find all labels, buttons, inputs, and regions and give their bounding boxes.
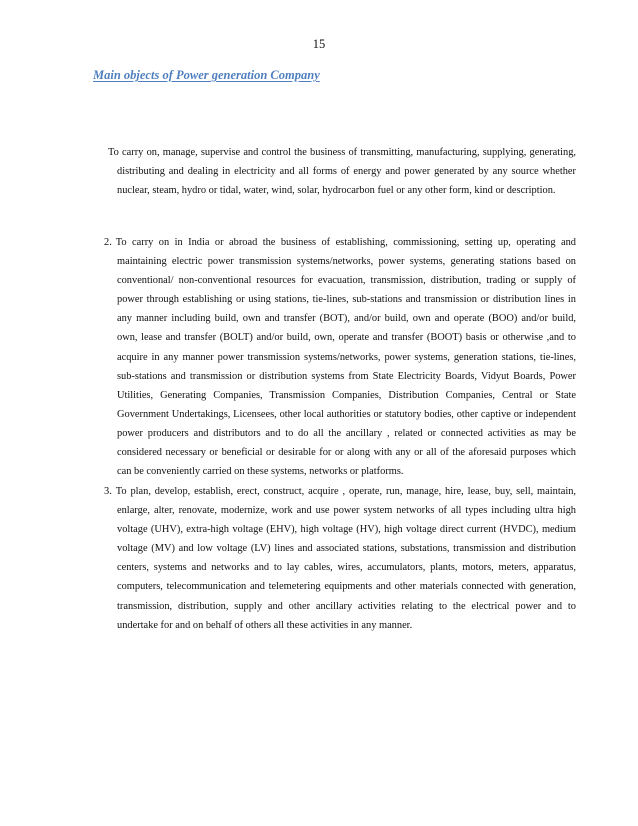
object-number-2: 2. [104, 237, 112, 248]
page-number: 15 [312, 37, 326, 51]
object-item-3 [104, 482, 576, 635]
object-text-2: To carry on in India or abroad the business of establishing, commissioning, setting up, operating and maintaining electric power transmission systems/networks, power systems, generating stations based on conventional/ non-conventional resources for evacuation, transmission, distribution, trading or supply of power through establishing or using stations, tie-lines, sub-stations and transmission or distribution lines in any manner including build, own and transfer (BOT), and/or build, own and operate (BOO) and/or build, own, lease and transfer (BOLT) and/or build, own, operate and transfer (BOOT) basis or otherwise ,and to acquire in any manner power transmission systems/networks, power systems, generation stations, tie-lines, sub-stations and transmission or distribution systems from State Electricity Boards, Vidyut Boards, Power Utilities, Generating Companies, Transmission Companies, Distribution Companies, Central or State Government Undertakings, Licensees, other local authorities or statutory bodies, other captive or independent power producers and distributors and to do all the ancillary , related or connected activities as may be considered necessary or beneficial or desirable for or along with any or all of the aforesaid purposes which can be conveniently carried on these systems, networks or platforms. [115, 237, 576, 478]
section-heading: Main objects of Power generation Company [93, 68, 320, 82]
object-number-3: 3. [104, 486, 112, 497]
object-text-1: To carry on, manage, supervise and control the business of transmitting, manufacturing, supplying, generating, distributing and dealing in electricity and all forms of energy and power generated by any source whether nuclear, steam, hydro or tidal, water, wind, solar, hydrocarbon fuel or any other form, kind or description. [108, 147, 576, 197]
object-text-3: To plan, develop, establish, erect, construct, acquire , operate, run, manage, hire, lease, buy, sell, maintain, enlarge, alter, renovate, modernize, work and use power system networks of all types including ultra high voltage (UHV), extra-high voltage (EHV), high voltage (HV), high voltage direct current (HVDC), medium voltage (MV) and low voltage (LV) lines and associated stations, substations, transmission and distribution centers, systems and networks and to lay cables, wires, accumulators, plants, motors, meters, apparatus, computers, telecommunication and telemetering equipments and other materials connected with generation, transmission, distribution, supply and other ancillary activities relating to the electrical power and to undertake for and on behalf of others all these activities in any manner. [115, 486, 576, 631]
object-item-2 [104, 233, 576, 481]
object-item-1 [104, 143, 576, 200]
